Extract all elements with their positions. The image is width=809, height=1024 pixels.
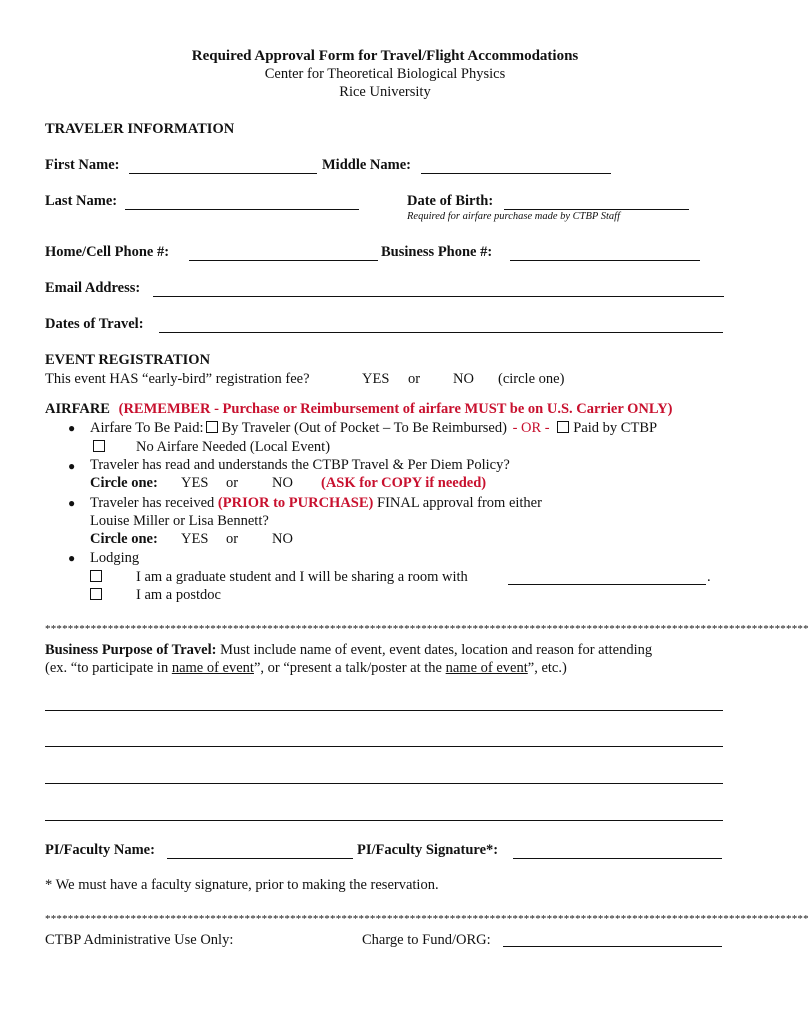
grad-checkbox-wrap: [90, 569, 102, 586]
email-label: Email Address:: [45, 280, 141, 296]
approval-no[interactable]: NO: [272, 531, 293, 547]
first-name-label: First Name:: [45, 157, 120, 173]
form-subtitle-center: Center for Theoretical Biological Physics: [264, 66, 506, 82]
business-purpose-example: [45, 660, 567, 677]
grad-student-label: I am a graduate student and I will be sharing a room with: [136, 569, 468, 585]
pi-name-label: PI/Faculty Name:: [45, 842, 155, 858]
paid-by-ctbp-label: Paid by CTBP: [573, 420, 658, 436]
airfare-or-label: - OR -: [512, 420, 550, 436]
example-name-of-event-2: name of event: [445, 660, 528, 676]
grad-student-period: .: [707, 569, 711, 585]
middle-name-label: Middle Name:: [322, 157, 411, 173]
policy-or: or: [226, 475, 239, 491]
dob-field[interactable]: [504, 209, 689, 210]
example-text-c: ”, etc.): [527, 660, 567, 676]
grad-student-checkbox[interactable]: [90, 570, 102, 582]
postdoc-checkbox-wrap: [90, 587, 102, 604]
pi-signature-field[interactable]: [513, 858, 722, 859]
dob-label: Date of Birth:: [407, 193, 494, 209]
charge-fund-label: Charge to Fund/ORG:: [362, 932, 491, 948]
prior-to-purchase-label: (PRIOR to PURCHASE): [217, 495, 374, 511]
early-bird-or: or: [408, 371, 421, 387]
ask-for-copy-note: (ASK for COPY if needed): [321, 475, 487, 491]
home-phone-field[interactable]: [189, 260, 378, 261]
approval-question-end: FINAL approval from either: [377, 495, 542, 511]
business-phone-label: Business Phone #:: [381, 244, 493, 260]
business-purpose-line: [45, 642, 652, 659]
example-text-b: ”, or “present a talk/poster at the: [253, 660, 446, 676]
no-airfare-row: [93, 439, 105, 456]
last-name-field[interactable]: [125, 209, 359, 210]
airfare-section-heading: AIRFARE: [45, 401, 110, 417]
charge-fund-field[interactable]: [503, 946, 722, 947]
middle-name-field[interactable]: [421, 173, 611, 174]
purpose-line-4[interactable]: [45, 820, 723, 821]
business-purpose-instructions: Must include name of event, event dates, location and reason for attending: [220, 642, 653, 658]
example-name-of-event-1: name of event: [171, 660, 254, 676]
star-separator: **************************************************************************************************************************************: [45, 623, 809, 635]
email-field[interactable]: [153, 296, 724, 297]
approval-yes[interactable]: YES: [181, 531, 209, 547]
early-bird-circle-note: (circle one): [498, 371, 565, 387]
no-airfare-label: No Airfare Needed (Local Event): [136, 439, 331, 455]
first-name-field[interactable]: [129, 173, 317, 174]
admin-use-only-label: CTBP Administrative Use Only:: [45, 932, 234, 948]
form-title: Required Approval Form for Travel/Flight Accommodations: [191, 48, 579, 64]
airfare-heading-line: [45, 401, 673, 418]
business-purpose-label: Business Purpose of Travel:: [45, 642, 217, 658]
form-subtitle-university: Rice University: [339, 84, 431, 100]
dob-note: Required for airfare purchase made by CTBP Staff: [407, 211, 620, 222]
early-bird-no[interactable]: NO: [453, 371, 474, 387]
purpose-line-3[interactable]: [45, 783, 723, 784]
star-separator-2: **************************************************************************************************************************************: [45, 913, 809, 925]
bullet-icon: ●: [68, 421, 76, 435]
faculty-signature-note: * We must have a faculty signature, prior to making the reservation.: [45, 877, 439, 893]
policy-yes[interactable]: YES: [181, 475, 209, 491]
postdoc-checkbox[interactable]: [90, 588, 102, 600]
approval-circle-one-label: Circle one:: [90, 531, 158, 547]
policy-no[interactable]: NO: [272, 475, 293, 491]
no-airfare-checkbox[interactable]: [93, 440, 105, 452]
bullet-icon: ●: [68, 496, 76, 510]
purpose-line-1[interactable]: [45, 710, 723, 711]
pi-name-field[interactable]: [167, 858, 353, 859]
by-traveler-checkbox[interactable]: [206, 421, 218, 433]
approval-question: [90, 495, 542, 512]
lodging-label: Lodging: [90, 550, 140, 566]
event-section-heading: EVENT REGISTRATION: [45, 352, 211, 368]
paid-by-ctbp-checkbox[interactable]: [557, 421, 569, 433]
pi-signature-label: PI/Faculty Signature*:: [357, 842, 499, 858]
dates-of-travel-field[interactable]: [159, 332, 723, 333]
airfare-paid-line: [90, 420, 657, 437]
approval-names: Louise Miller or Lisa Bennett?: [90, 513, 269, 529]
home-phone-label: Home/Cell Phone #:: [45, 244, 170, 260]
example-text-a: (ex. “to participate in: [45, 660, 172, 676]
bullet-icon: ●: [68, 459, 76, 473]
approval-question-start: Traveler has received: [90, 495, 215, 511]
dates-of-travel-label: Dates of Travel:: [45, 316, 144, 332]
traveler-section-heading: TRAVELER INFORMATION: [45, 121, 235, 137]
purpose-line-2[interactable]: [45, 746, 723, 747]
bullet-icon: ●: [68, 551, 76, 565]
airfare-us-carrier-warning: (REMEMBER - Purchase or Reimbursement of airfare MUST be on U.S. Carrier ONLY): [118, 401, 673, 417]
policy-circle-one-label: Circle one:: [90, 475, 158, 491]
last-name-label: Last Name:: [45, 193, 118, 209]
business-phone-field[interactable]: [510, 260, 700, 261]
approval-or: or: [226, 531, 239, 547]
by-traveler-label: By Traveler (Out of Pocket – To Be Reimbursed): [221, 420, 507, 436]
roommate-field[interactable]: [508, 584, 706, 585]
policy-question: Traveler has read and understands the CTBP Travel & Per Diem Policy?: [90, 457, 510, 473]
airfare-to-be-paid-label: Airfare To Be Paid:: [90, 420, 204, 436]
early-bird-yes[interactable]: YES: [362, 371, 390, 387]
early-bird-question: This event HAS “early-bird” registration fee?: [45, 371, 310, 387]
postdoc-label: I am a postdoc: [136, 587, 221, 603]
